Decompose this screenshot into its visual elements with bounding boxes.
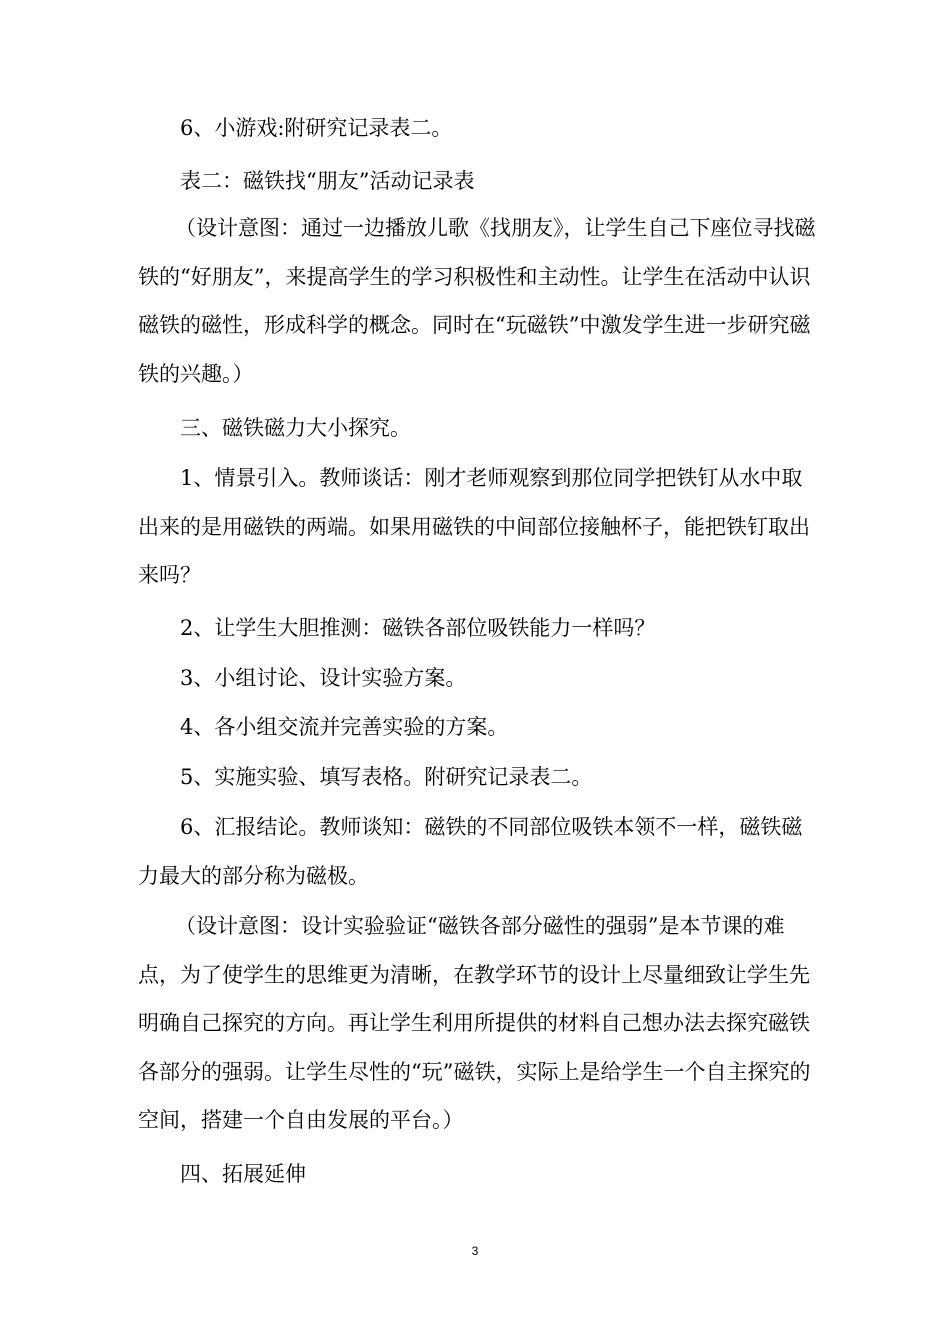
paragraph-step-3: 3、小组讨论、设计实验方案。 (180, 666, 467, 690)
paragraph-step-5: 5、实施实验、填写表格。附研究记录表二。 (180, 765, 593, 789)
paragraph-step-6: 6、汇报结论。教师谈知：磁铁的不同部位吸铁本领不一样，磁铁磁力最大的部分称为磁极。 (138, 815, 803, 888)
paragraph-design-intent-2: （设计意图：设计实验验证“磁铁各部分磁性的强弱”是本节课的难点，为了使学生的思维更为清晰，在教学环节的设计上尽量细致让学生先明确自己探究的方向。再让学生利用所提供的材料自己想办法去探究磁铁各部分的强弱。让学生尽性的“玩”磁铁，实际上是给学生一个自主探究的空间，搭建一个自由发展的平台。） (138, 914, 811, 1132)
page-number: 3 (471, 1244, 479, 1258)
paragraph-design-intent-1: （设计意图：通过一边播放儿歌《找朋友》，让学生自己下座位寻找磁铁的“好朋友”，来提高学生的学习积极性和主动性。让学生在活动中认识磁铁的磁性，形成科学的概念。同时在“玩磁铁”中激发学生进一步研究磁铁的兴趣。） (138, 216, 816, 386)
section-heading-extension: 四、拓展延伸 (180, 1162, 306, 1186)
paragraph-step-1: 1、情景引入。教师谈话：刚才老师观察到那位同学把铁钉从水中取出来的是用磁铁的两端。如果用磁铁的中间部位接触杯子，能把铁钉取出来吗？ (138, 466, 810, 587)
paragraph-table-title: 表二：磁铁找“朋友”活动记录表 (180, 169, 475, 193)
paragraph-game: 6、小游戏:附研究记录表二。 (180, 116, 453, 140)
paragraph-step-2: 2、让学生大胆推测：磁铁各部位吸铁能力一样吗？ (180, 616, 656, 640)
paragraph-step-4: 4、各小组交流并完善实验的方案。 (180, 715, 509, 739)
section-heading-magnet-force: 三、磁铁磁力大小探究。 (180, 416, 411, 440)
